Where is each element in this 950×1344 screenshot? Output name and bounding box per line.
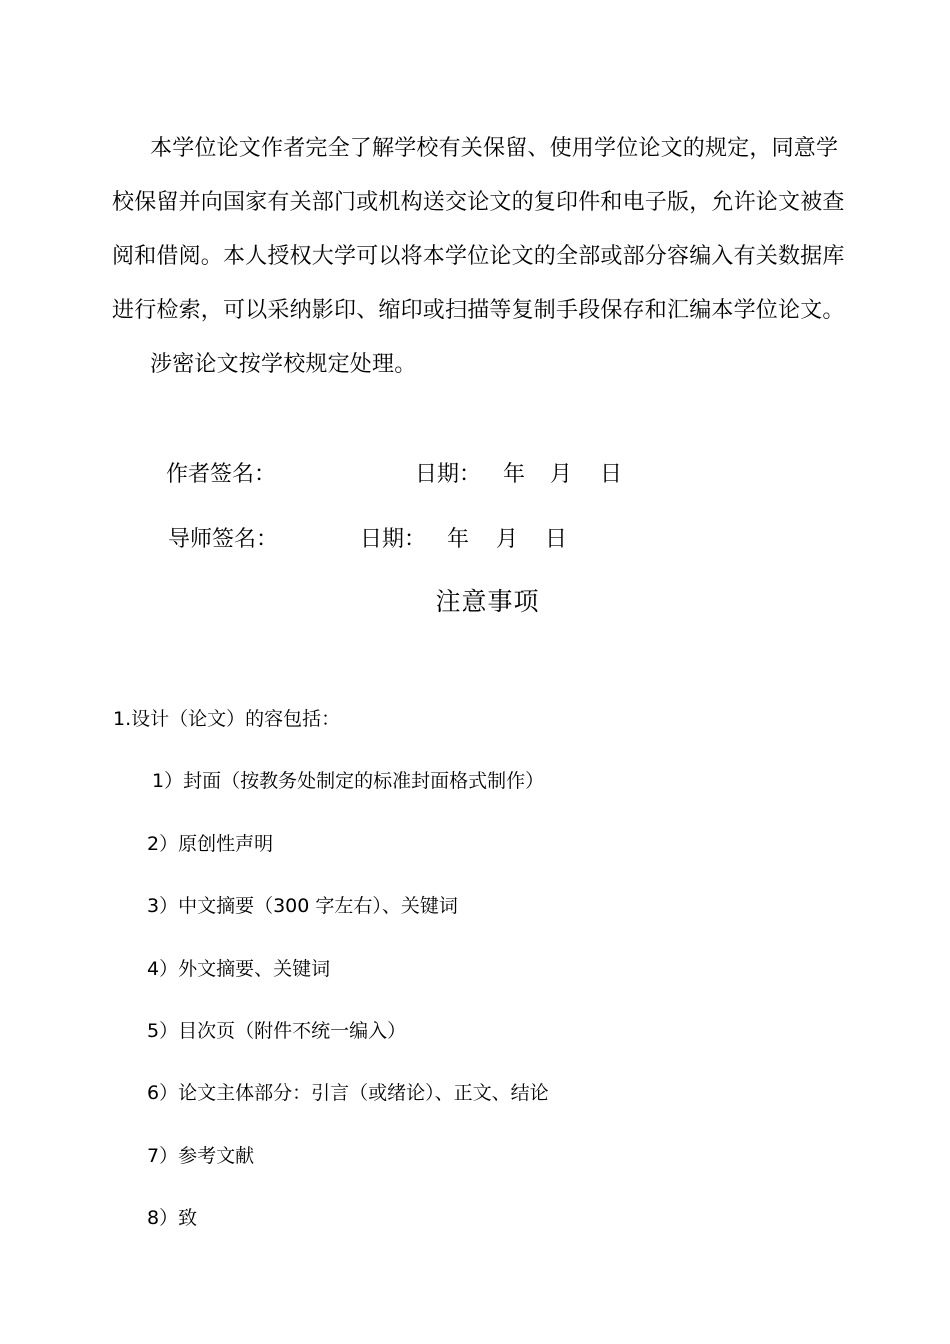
notice-list-item: 1）封面（按教务处制定的标准封面格式制作） — [152, 770, 545, 792]
advisor-month-label: 月 — [496, 527, 519, 552]
declaration-paragraph — [112, 122, 862, 392]
notice-list-item: 3）中文摘要（300 字左右）、关键词 — [147, 895, 458, 917]
author-signature-row — [0, 457, 950, 487]
declaration-line: 阅和借阅。本人授权大学可以将本学位论文的全部或部分容编入有关数据库 — [112, 244, 845, 269]
notice-list-item: 5）目次页（附件不统一编入） — [147, 1020, 407, 1042]
notice-list-item: 6）论文主体部分：引言（或绪论）、正文、结论 — [147, 1082, 549, 1104]
notice-list-item: 2）原创性声明 — [147, 833, 274, 855]
advisor-date-label: 日期： — [360, 527, 427, 552]
notice-title: 注意事项 — [435, 587, 540, 616]
author-month-label: 月 — [550, 462, 573, 487]
author-signature-label: 作者签名： — [166, 462, 277, 487]
advisor-signature-row — [0, 522, 950, 552]
secret-note: 涉密论文按学校规定处理。 — [150, 352, 417, 377]
author-year-label: 年 — [503, 462, 526, 487]
notice-list-item: 8）致 — [147, 1207, 198, 1229]
author-day-label: 日 — [600, 462, 623, 487]
advisor-year-label: 年 — [447, 527, 470, 552]
author-date-label: 日期： — [415, 462, 482, 487]
advisor-day-label: 日 — [545, 527, 568, 552]
notice-heading: 1.设计（论文）的容包括： — [113, 708, 341, 730]
notice-list-item: 4）外文摘要、关键词 — [147, 958, 331, 980]
declaration-line: 进行检索，可以采纳影印、缩印或扫描等复制手段保存和汇编本学位论文。 — [112, 298, 845, 323]
declaration-line: 校保留并向国家有关部门或机构送交论文的复印件和电子版，允许论文被查 — [112, 190, 845, 215]
declaration-line: 本学位论文作者完全了解学校有关保留、使用学位论文的规定，同意学 — [150, 136, 839, 161]
notice-list-item: 7）参考文献 — [147, 1145, 255, 1167]
advisor-signature-label: 导师签名： — [168, 527, 279, 552]
